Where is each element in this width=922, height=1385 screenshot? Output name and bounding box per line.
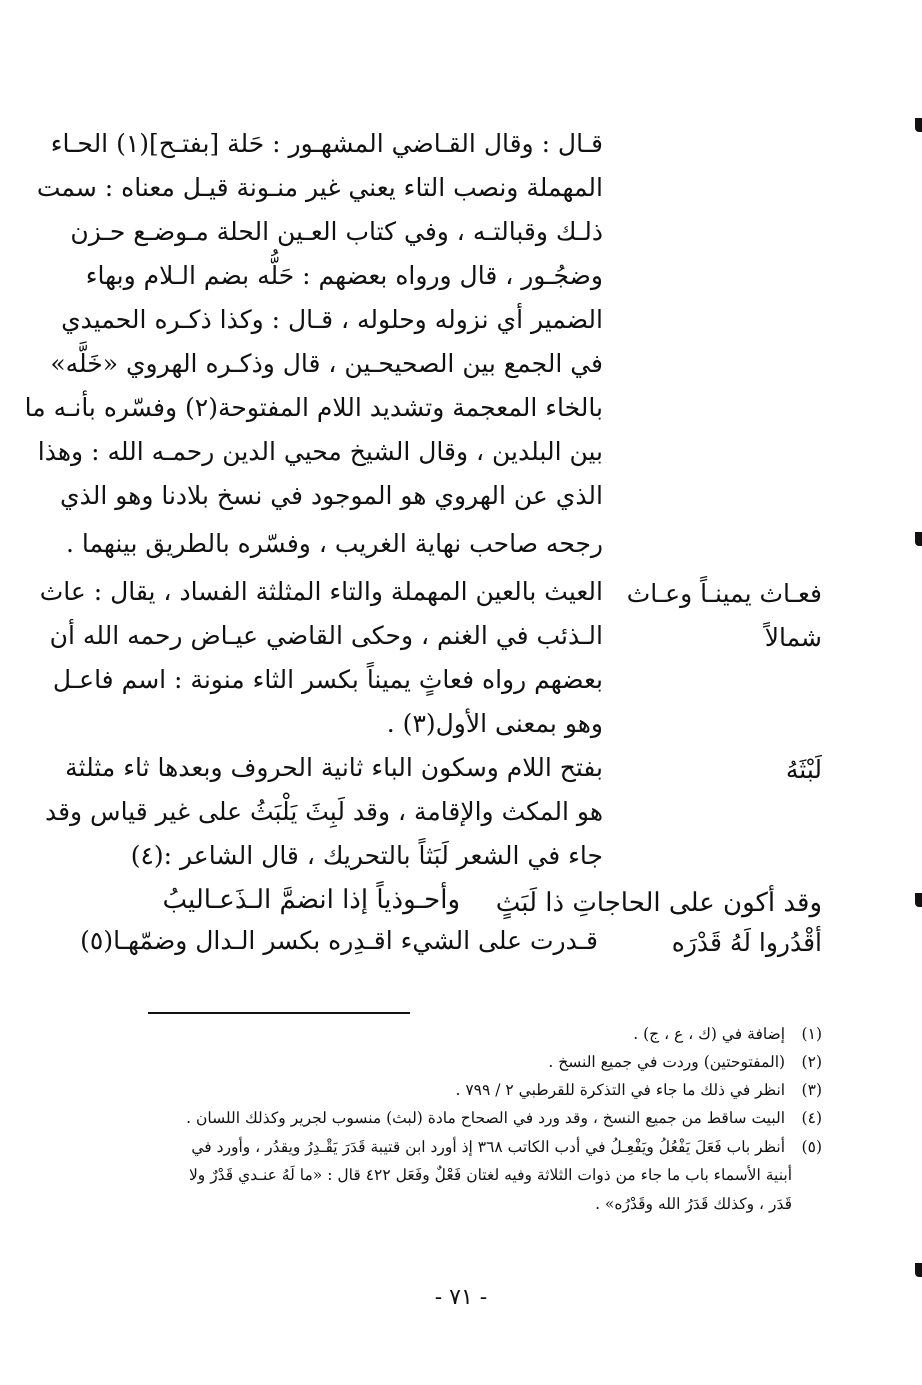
footnote-text: أنظر باب فَعَلَ يَفْعُلُ ويَفْعِـلُ في أدب الكاتب ٣٦٨ إذ أورد ابن قتيبة قَدَرَ يَقْـدِرُ ويقدُر ، وأورد في bbox=[191, 1138, 786, 1156]
footnote bbox=[142, 1078, 822, 1102]
entry-text-line: الـذئب في الغنم ، وحكى القاضي عيـاض رحمه الله أن bbox=[49, 621, 603, 650]
footnote-number: (٢) bbox=[801, 1053, 822, 1071]
main-text-line: ذلـك وقبالتـه ، وفي كتاب العـين الحلة مـوضـع حـزن bbox=[70, 217, 603, 246]
footnote-text: (المفتوحتين) وردت في جميع النسخ . bbox=[548, 1053, 786, 1071]
main-text-line: بالخاء المعجمة وتشديد اللام المفتوحة(٢) وفسّره بأنـه ما bbox=[24, 393, 603, 422]
entry-text-line: هو المكث والإقامة ، وقد لَبِثَ يَلْبَثُ على غير قياس وقد bbox=[44, 797, 603, 826]
footnote bbox=[142, 1135, 822, 1159]
main-text-line: بين البلدين ، وقال الشيخ محيي الدين رحمـه الله : وهذا bbox=[37, 437, 603, 466]
footnote-text: انظر في ذلك ما جاء في التذكرة للقرطبي ٢ / ٧٩٩ . bbox=[455, 1081, 786, 1099]
entry-headword: أقْدُروا لَهُ قَدْرَه bbox=[671, 928, 822, 957]
main-text-line: قـال : وقال القـاضي المشهـور : حَلة [بفتـح](١) الحـاء bbox=[50, 129, 603, 158]
entry-text-line: وهو بمعنى الأول(٣) . bbox=[386, 709, 603, 738]
edge-mark bbox=[915, 532, 922, 546]
entry-text-line: بعضهم رواه فعاثٍ يميناً بكسر الثاء منونة : اسم فاعـل bbox=[52, 665, 603, 694]
entry-text-line: قـدرت على الشيء اقـدِره بكسر الـدال وضمّهـا(٥) bbox=[80, 926, 598, 955]
edge-mark bbox=[915, 893, 922, 907]
edge-mark bbox=[915, 1263, 922, 1277]
entry-headword: فعـاث يمينـاً وعـاث bbox=[626, 579, 822, 608]
footnote bbox=[142, 1050, 822, 1074]
footnote-continuation: أبنية الأسماء باب ما جاء من ذوات الثلاثة وفيه لغتان فَعْلٌ وفَعَل ٤٢٢ قال : «ما لَهُ عنـدي قَدْرٌ ولا bbox=[188, 1166, 792, 1184]
main-text-line: الضمير أي نزوله وحلوله ، قـال : وكذا ذكـره الحميدي bbox=[61, 305, 603, 334]
page-number: - ٧١ - bbox=[434, 1285, 488, 1310]
main-text-line: في الجمع بين الصحيحـين ، قال وذكـره الهروي «خَلَّه» bbox=[50, 349, 603, 378]
main-text-line: وضجُـور ، قال ورواه بعضهم : حَلُّه بضم الـلام وبهاء bbox=[85, 261, 603, 290]
footnote-number: (٤) bbox=[801, 1109, 822, 1127]
footnote bbox=[142, 1106, 822, 1130]
footnote-number: (٥) bbox=[801, 1138, 822, 1156]
entry-text-line: العيث بالعين المهملة والتاء المثلثة الفساد ، يقال : عاث bbox=[39, 577, 603, 606]
main-text-line: الذي عن الهروي هو الموجود في نسخ بلادنا وهو الذي bbox=[60, 481, 603, 510]
entry-headword: لَبْثَهُ bbox=[785, 755, 822, 784]
main-text-line: المهملة ونصب التاء يعني غير منـونة قيـل معناه : سمت bbox=[36, 173, 603, 202]
verse-hemistich-second: وأحـوذياً إذا انضمَّ الـذَعـاليبُ bbox=[162, 885, 460, 915]
footnote bbox=[142, 1022, 822, 1046]
entry-text-line: بفتح اللام وسكون الباء ثانية الحروف وبعدها ثاء مثلثة bbox=[65, 753, 603, 782]
entry-headword: شمالاً bbox=[764, 623, 822, 652]
footnote-text: إضافة في (ك ، ع ، ج) . bbox=[633, 1025, 786, 1043]
footnote-separator bbox=[148, 1012, 410, 1014]
edge-mark bbox=[915, 118, 922, 132]
footnote-text: البيت ساقط من جميع النسخ ، وقد ورد في الصحاح مادة (لبث) منسوب لجرير وكذلك اللسان . bbox=[186, 1109, 786, 1127]
footnote-number: (١) bbox=[801, 1025, 822, 1043]
verse-hemistich-first: وقد أكون على الحاجاتِ ذا لَبَثٍ bbox=[495, 888, 822, 918]
entry-text-line: جاء في الشعر لَبَثاً بالتحريك ، قال الشاعر :(٤) bbox=[130, 841, 603, 870]
footnote-continuation: قَدَر ، وكذلك قَدَرُ الله وقَدْرُه» . bbox=[595, 1195, 792, 1213]
footnote-number: (٣) bbox=[801, 1081, 822, 1099]
main-text-line: رجحه صاحب نهاية الغريب ، وفسّره بالطريق بينهما . bbox=[65, 529, 603, 558]
